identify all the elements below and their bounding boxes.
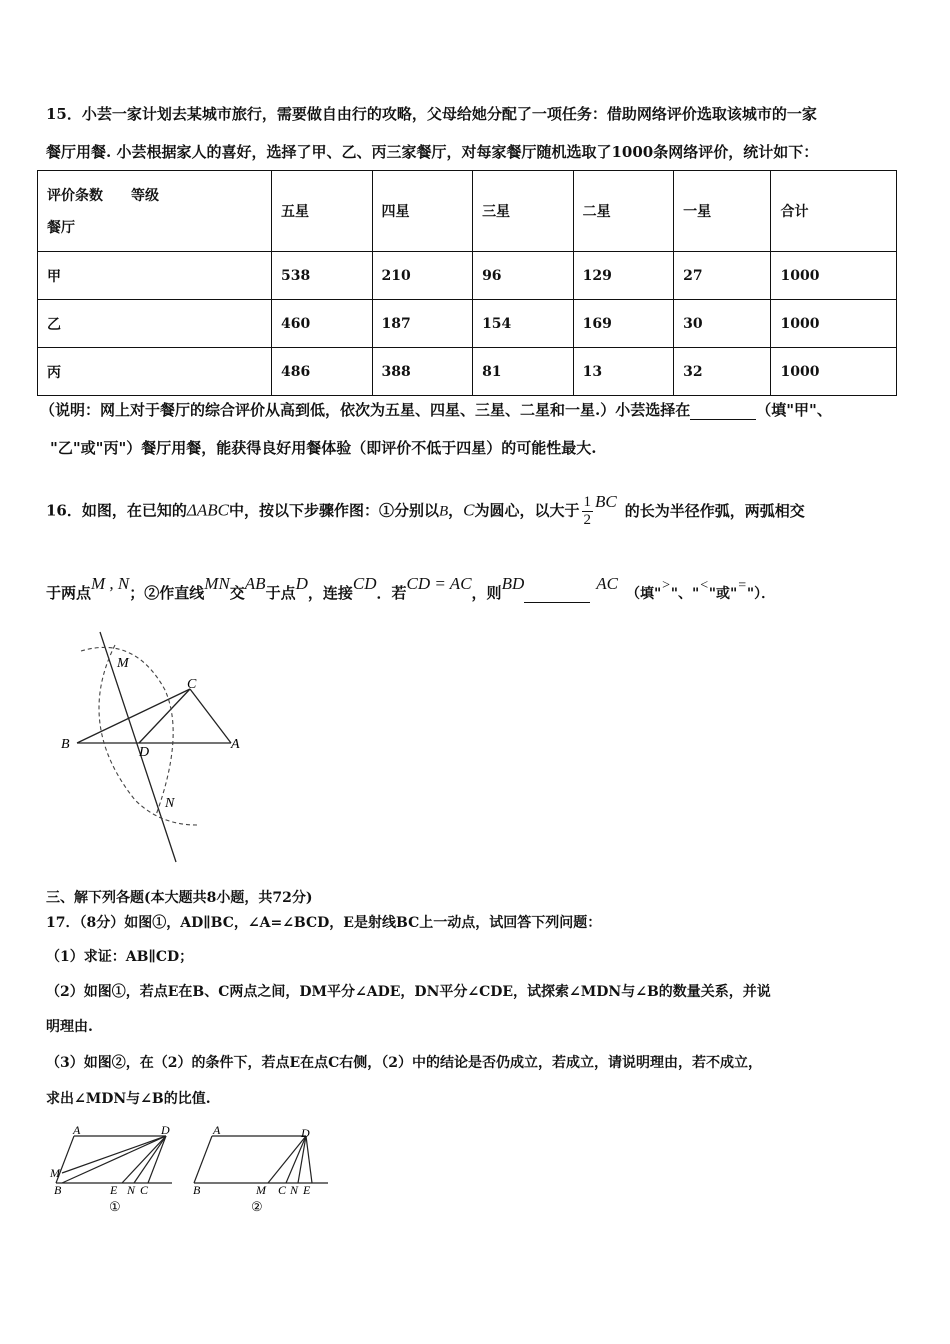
table-cell: 154 [473, 300, 574, 348]
q16-line-2 [46, 574, 776, 603]
header-cell: 五星 [272, 171, 373, 252]
fraction-numerator: 1 [583, 494, 592, 510]
q15-line-1: 15．小芸一家计划去某城市旅行，需要做自由行的攻略，父母给她分配了一项任务：借助网络评价选取该城市的一家 [46, 105, 817, 123]
table-cell: 30 [674, 300, 771, 348]
label-e: E [110, 1183, 118, 1197]
q16-text: 于两点 [46, 584, 92, 602]
label-a: A [213, 1123, 221, 1137]
table-cell: 187 [372, 300, 473, 348]
header-cell: 合计 [771, 171, 897, 252]
corner-bottom-label: 餐厅 [47, 220, 75, 236]
q15-note-fill-hint: （填"甲"、 [756, 401, 832, 419]
label-c: C [187, 677, 197, 692]
math-d: D [295, 574, 308, 593]
fraction-denominator: 2 [583, 512, 592, 528]
q17-line-5: （3）如图②，在（2）的条件下，若点E在点C右侧，（2）中的结论是否仍成立，若成立，请说明理由，若不成立， [46, 1055, 763, 1071]
rating-table [37, 170, 897, 396]
figure-caption-2: ② [251, 1199, 263, 1214]
restaurant-name-cell: 乙 [38, 300, 272, 348]
q16-text: ，则 [471, 584, 502, 602]
math-b: B [438, 503, 449, 520]
q17-line-2: （1）求证：AB∥CD； [46, 949, 194, 965]
label-a: A [231, 737, 240, 752]
table-cell: 169 [573, 300, 674, 348]
symbol-less: < [699, 578, 709, 593]
line-mn [100, 632, 176, 862]
q17-figure-2 [188, 1120, 338, 1220]
q16-text: 于点 [265, 584, 296, 602]
q16-text: ．若 [376, 584, 407, 602]
header-cell: 二星 [573, 171, 674, 252]
figure-caption-1: ① [109, 1199, 121, 1214]
segment-dn [298, 1136, 306, 1183]
label-n: N [165, 796, 175, 811]
q16-text: 中，按以下步骤作图：①分别以 [228, 501, 439, 520]
fraction-one-half [582, 494, 594, 529]
q15-note-text: （说明：网上对于餐厅的综合评价从高到低，依次为五星、四星、三星、二星和一星.）小芸选择在 [40, 401, 691, 419]
symbol-greater: > [661, 578, 671, 593]
math-c: C [463, 500, 475, 520]
q15-note-line-1 [40, 399, 832, 420]
label-m: M [50, 1166, 60, 1180]
table-cell: 486 [272, 348, 373, 396]
table-cell: 81 [473, 348, 574, 396]
q17-line-1: 17．（8分）如图①，AD∥BC，∠A=∠BCD，E是射线BC上一动点，试回答下列问题： [46, 915, 602, 931]
label-n: N [290, 1183, 299, 1197]
q16-text: 交 [229, 584, 245, 602]
table-cell: 13 [573, 348, 674, 396]
label-d: D [301, 1126, 310, 1140]
q15-note-line-2: "乙"或"丙"）餐厅用餐，能获得良好用餐体验（即评价不低于四星）的可能性最大. [50, 439, 597, 457]
math-ac: AC [596, 574, 618, 593]
header-cell: 四星 [372, 171, 473, 252]
table-cell: 460 [272, 300, 373, 348]
q16-text: （填" [625, 586, 662, 602]
math-cd: CD [352, 574, 377, 593]
segment-cd [139, 689, 190, 743]
segment-dm [62, 1136, 166, 1173]
q16-line-1 [46, 491, 805, 529]
q16-text: "或" [708, 586, 738, 602]
section-3-heading: 三、解下列各题(本大题共8小题，共72分) [46, 890, 313, 906]
table-cell: 129 [573, 252, 674, 300]
math-bd: BD [501, 574, 525, 593]
table-row [38, 348, 897, 396]
q16-text: "、" [670, 586, 700, 602]
q16-text: ；②作直线 [129, 584, 205, 602]
math-bc: BC [595, 491, 617, 511]
segment-ab [194, 1136, 212, 1183]
math-cd-eq-ac: CD = AC [406, 574, 472, 593]
label-d: D [139, 745, 150, 760]
q17-line-3: （2）如图①，若点E在B、C两点之间，DM平分∠ADE，DN平分∠CDE，试探索∠MDN与∠B的数量关系，并说 [46, 984, 771, 1000]
label-c: C [140, 1183, 149, 1197]
table-cell: 27 [674, 252, 771, 300]
q16-text: 的长为半径作弧，两弧相交 [624, 501, 805, 520]
table-row [38, 252, 897, 300]
label-n: N [127, 1183, 136, 1197]
label-b: B [61, 737, 70, 752]
table-cell: 210 [372, 252, 473, 300]
q17-figure-1 [44, 1120, 184, 1220]
header-cell: 三星 [473, 171, 574, 252]
label-b: B [54, 1183, 62, 1197]
math-ab: AB [244, 574, 266, 593]
table-cell: 1000 [771, 300, 897, 348]
math-mn: MN [204, 574, 230, 593]
answer-blank[interactable] [524, 584, 590, 603]
label-c: C [278, 1183, 287, 1197]
segment-de [306, 1136, 312, 1183]
q17-line-6: 求出∠MDN与∠B的比值. [46, 1091, 211, 1107]
segment-dc [286, 1136, 306, 1183]
segment-de [122, 1136, 166, 1183]
table-corner-cell [38, 171, 272, 252]
symbol-equal: = [737, 578, 747, 593]
math-m-n: M , N [91, 574, 130, 593]
arc-from-b [81, 647, 173, 815]
restaurant-name-cell: 甲 [38, 252, 272, 300]
q16-text: 为圆心，以大于 [474, 501, 580, 520]
label-a: A [73, 1123, 81, 1137]
table-cell: 1000 [771, 252, 897, 300]
table-cell: 388 [372, 348, 473, 396]
q16-construction-figure [55, 625, 255, 870]
label-m: M [117, 656, 129, 671]
q16-text: 16．如图，在已知的 [46, 501, 187, 520]
label-m: M [256, 1183, 266, 1197]
table-cell: 538 [272, 252, 373, 300]
table-cell: 32 [674, 348, 771, 396]
q15-line-2: 餐厅用餐. 小芸根据家人的喜好，选择了甲、乙、丙三家餐厅，对每家餐厅随机选取了1000条网络评价，统计如下： [46, 143, 819, 161]
table-cell: 1000 [771, 348, 897, 396]
corner-top-label: 评价条数 等级 [47, 188, 159, 204]
label-e: E [303, 1183, 311, 1197]
table-cell: 96 [473, 252, 574, 300]
answer-blank[interactable] [690, 401, 756, 420]
q16-text: ，连接 [307, 584, 353, 602]
q16-text: ， [448, 501, 464, 520]
q16-text: "）． [746, 586, 776, 602]
segment-dm [268, 1136, 306, 1183]
q17-line-4: 明理由. [46, 1019, 93, 1035]
table-row [38, 300, 897, 348]
restaurant-name-cell: 丙 [38, 348, 272, 396]
segment-ca [190, 689, 231, 743]
label-b: B [193, 1183, 201, 1197]
math-triangle-abc: ΔABC [186, 500, 229, 520]
label-d: D [161, 1123, 170, 1137]
table-header-row [38, 171, 897, 252]
header-cell: 一星 [674, 171, 771, 252]
